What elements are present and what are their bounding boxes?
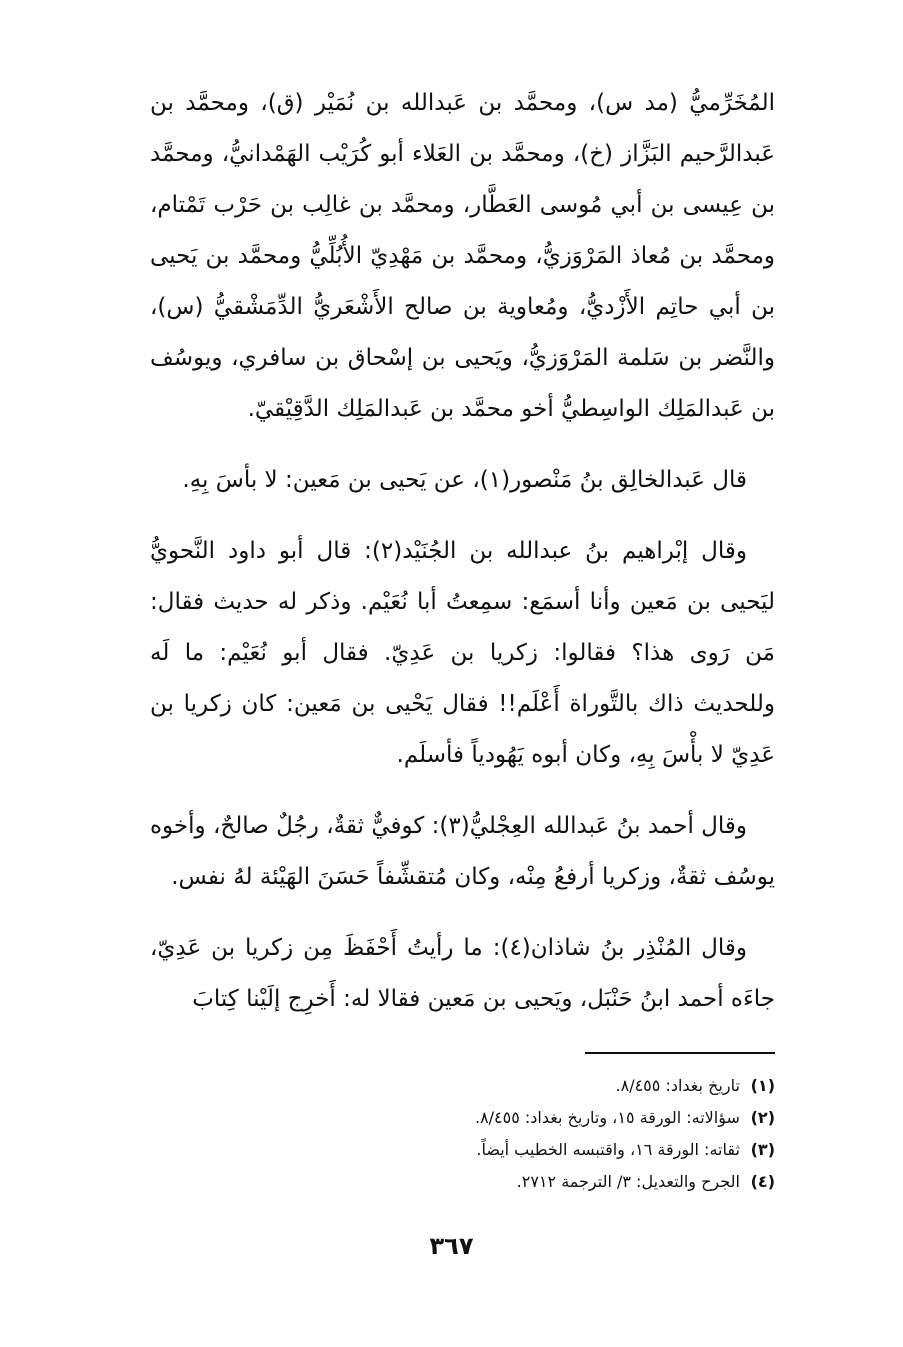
main-text: [150, 78, 775, 1025]
footnote-item: [150, 1166, 775, 1198]
footnote-text: تاريخ بغداد: ٨/٤٥٥.: [615, 1076, 740, 1095]
page-number: ٣٦٧: [429, 1232, 474, 1260]
footnote-text: الجرح والتعديل: ٣/ الترجمة ٢٧١٢.: [516, 1172, 740, 1191]
paragraph-abdulkhaliq: قال عَبدالخالِق بنُ مَنْصور(١)، عن يَحيى بن مَعين: لا بأسَ بِهِ.: [182, 467, 747, 493]
paragraph-almundhir: وقال المُنْذِر بنُ شاذان(٤): ما رأيتُ أَحْفَظَ مِن زكريا بن عَدِيّ، جاءَه أحمد ابنُ حَنْبَل، ويَحيى بن مَعين فقالا له: أَخرِج إلَيْنا كِتابَ: [150, 935, 775, 1012]
footnote-number: (٤): [750, 1172, 775, 1191]
footnote-number: (٣): [750, 1140, 775, 1159]
paragraph-ahmad-aliji: وقال أحمد بنُ عَبدالله العِجْليُّ(٣): كوفيٌّ ثقةٌ، رجُلٌ صالحٌ، وأخوه يوسُف ثقةٌ، وزكريا أرفعُ مِنْه، وكان مُتقشِّفاً حَسَنَ الهَيْئة لهُ نفس.: [150, 813, 775, 890]
footnote-item: [150, 1102, 775, 1134]
footnote-separator: [585, 1052, 775, 1054]
footnote-text: ثقاته: الورقة ١٦، واقتبسه الخطيب أيضاً.: [476, 1140, 740, 1159]
paragraph-narrators-list: المُخَرِّميُّ (مد س)، ومحمَّد بن عَبدالله بن نُمَيْر (ق)، ومحمَّد بن عَبدالرَّحيم البَزَّاز (خ)، ومحمَّد بن العَلاء أبو كُرَيْب الهَمْدانيُّ، ومحمَّد بن عِيسى بن أبي مُوسى العَطَّار، ومحمَّد بن غالِب بن حَرْب تَمْتام، ومحمَّد بن مُعاذ المَرْوَزيُّ، ومحمَّد بن مَهْدِيّ الأُبُلِّيُّ ومحمَّد بن يَحيى بن أبي حاتِم الأَزْديُّ، ومُعاوية بن صالح الأَشْعَريُّ الدِّمَشْقيُّ (س)، والنَّضر بن سَلمة المَرْوَزيُّ، ويَحيى بن إسْحاق بن سافري، ويوسُف بن عَبدالمَلِك الواسِطيُّ أخو محمَّد بن عَبدالمَلِك الدَّقِيْقيّ.: [150, 90, 775, 422]
paragraph-ibrahim-aljunayd: وقال إبْراهيم بنُ عبدالله بن الجُنَيْد(٢): قال أبو داود النَّحويُّ ليَحيى بن مَعين وأنا أسمَع: سمِعتُ أبا نُعَيْم. وذكر له حديث فقال: مَن رَوى هذا؟ فقالوا: زكريا بن عَدِيّ. فقال أبو نُعَيْم: ما لَه وللحديث ذاك بالتَّوراة أَعْلَم!! فقال يَحْيى بن مَعين: كان زكريا بن عَدِيّ لا بأْسَ بِهِ، وكان أبوه يَهُودياً فأسلَم.: [150, 538, 775, 768]
footnote-item: [150, 1070, 775, 1102]
footnotes: [150, 1070, 775, 1198]
footnote-number: (٢): [750, 1108, 775, 1127]
footnote-number: (١): [750, 1076, 775, 1095]
footnote-item: [150, 1134, 775, 1166]
footnote-text: سؤالاته: الورقة ١٥، وتاريخ بغداد: ٨/٤٥٥.: [474, 1108, 740, 1127]
